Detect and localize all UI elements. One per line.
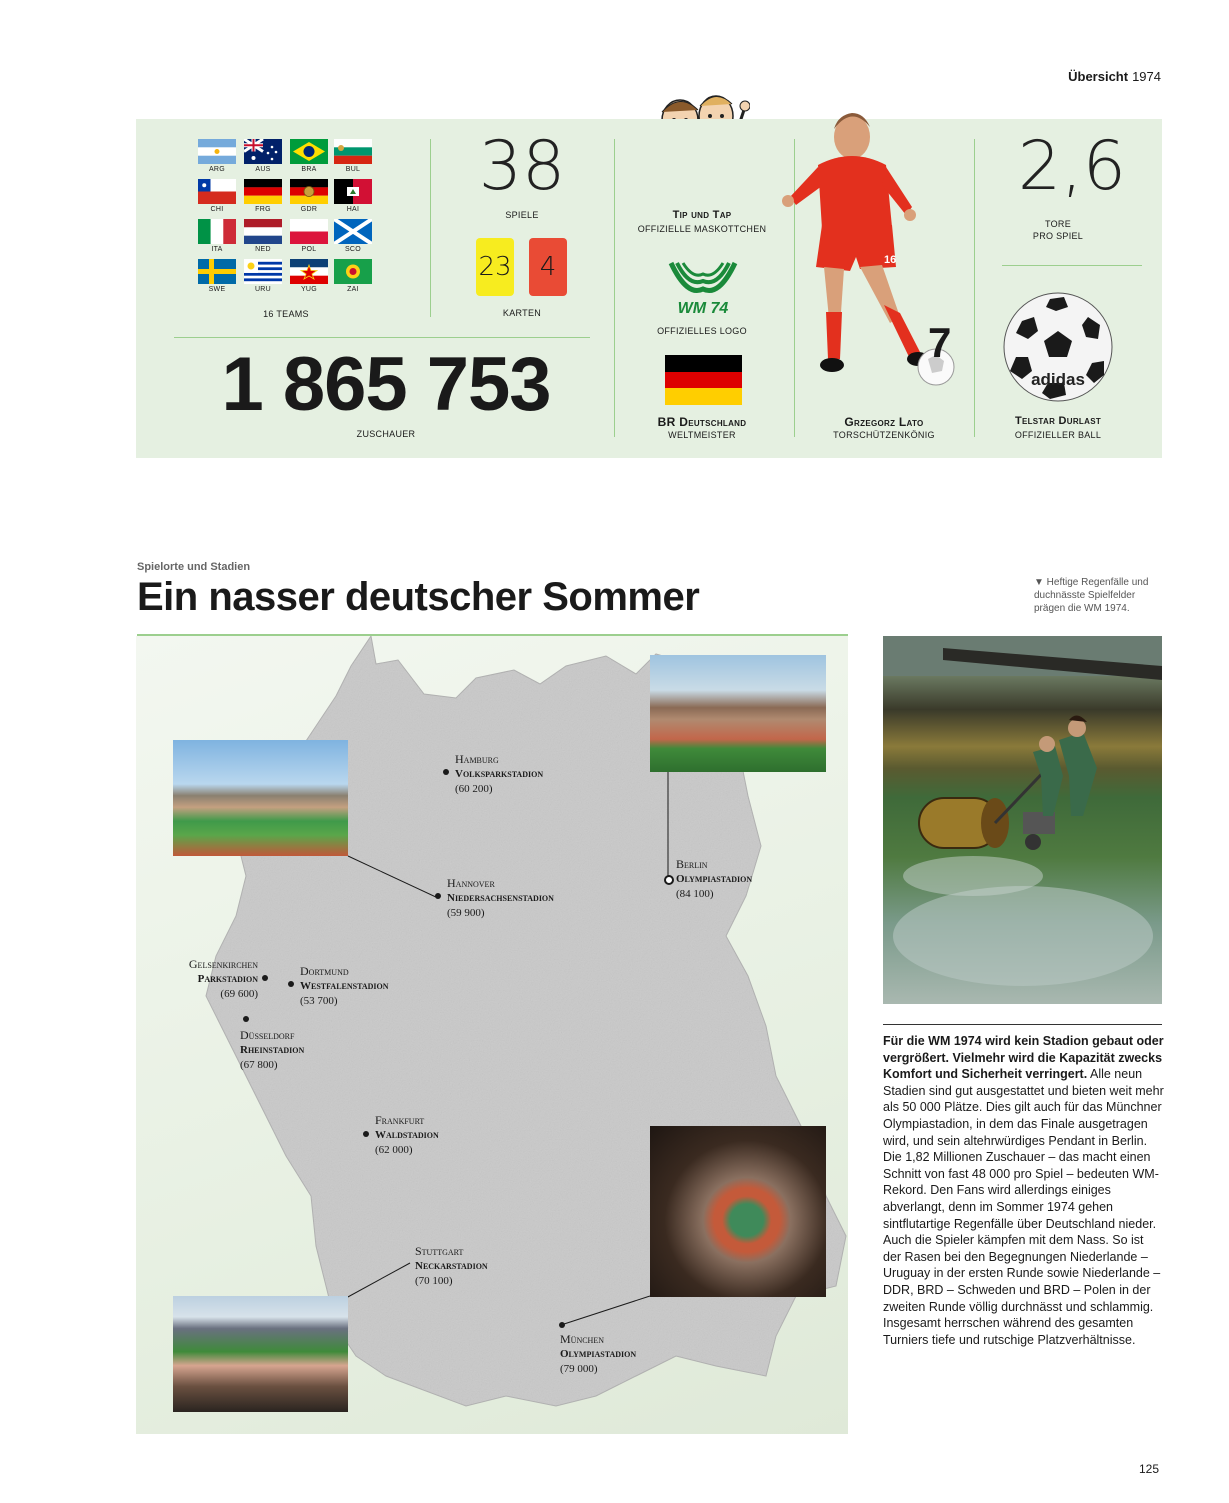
gelsenkirchen-marker [262, 975, 268, 981]
flag-uru-icon [244, 259, 282, 284]
stadium-name: Olympiastadion [676, 873, 753, 885]
stadium-capacity: (70 100) [415, 1275, 453, 1287]
berlin-stadium-photo [650, 655, 826, 772]
flag-code: CHI [210, 206, 224, 213]
flag-zai-icon [334, 259, 372, 284]
flag-code: GDR [300, 206, 318, 213]
frankfurt-marker [363, 1131, 369, 1137]
stadium-label-duesseldorf [240, 1028, 304, 1073]
flag-code: URU [254, 286, 272, 293]
goals-per-game-caption-2: PRO SPIEL [1032, 231, 1084, 241]
flag-code: BRA [301, 166, 317, 173]
city-name: Frankfurt [375, 1113, 425, 1127]
divider [174, 337, 590, 338]
stadium-map [136, 636, 848, 1434]
city-name: Berlin [676, 857, 708, 871]
stadium-label-gelsenkirchen [156, 957, 258, 1002]
header-label [1068, 69, 1161, 84]
flag-code: ARG [208, 166, 226, 173]
flag-hai-icon [334, 179, 372, 204]
telstar-ball-icon [1002, 291, 1114, 403]
stadium-capacity: (53 700) [300, 995, 338, 1007]
hamburg-marker [443, 769, 449, 775]
body-rule [883, 1024, 1162, 1025]
divider [614, 139, 615, 437]
stadium-capacity: (84 100) [676, 888, 714, 900]
flag-bul-icon [334, 139, 372, 164]
city-name: Gelsenkirchen [188, 957, 258, 971]
teams-caption: 16 TEAMS [263, 309, 309, 319]
flag-code: FRG [255, 206, 271, 213]
flag-pol-icon [290, 219, 328, 244]
flag-code: AUS [255, 166, 271, 173]
games-caption: SPIELE [505, 210, 539, 220]
stadium-label-hamburg [455, 752, 543, 797]
city-name: Stuttgart [415, 1244, 464, 1258]
city-name: Dortmund [300, 964, 349, 978]
stadium-capacity: (67 800) [240, 1059, 278, 1071]
flag-code: ITA [211, 246, 223, 253]
divider [974, 139, 975, 437]
flag-code: POL [301, 246, 317, 253]
body-lead: Für die WM 1974 wird kein Stadion gebaut oder vergrößert. Vielmehr wird die Kapazität zwecks Komfort und Sicherheit verringert. [883, 1034, 1164, 1082]
flag-code: SWE [208, 286, 226, 293]
flag-sco-icon [334, 219, 372, 244]
red-cards: 4 [529, 238, 567, 296]
stadium-name: Olympiastadion [560, 1348, 637, 1360]
flag-code: NED [255, 246, 271, 253]
flag-chi-icon [198, 179, 236, 204]
stadium-capacity: (59 900) [447, 907, 485, 919]
flag-ned-icon [244, 219, 282, 244]
goals-per-game-caption-1: TORE [1044, 219, 1072, 229]
city-name: Hamburg [455, 752, 499, 766]
header-year: 1974 [1132, 69, 1161, 84]
stadium-name: Neckarstadion [415, 1260, 488, 1272]
stadium-label-frankfurt [375, 1113, 439, 1158]
groundskeepers-illustration [883, 636, 1162, 1004]
mascot-name: Tip und Tap [672, 209, 732, 221]
ball-brand: adidas [1031, 370, 1085, 389]
wm74-logo [667, 259, 739, 319]
stadium-capacity: (60 200) [455, 783, 493, 795]
ball-name: Telstar Durlast [1014, 415, 1102, 427]
stadium-capacity: (79 000) [560, 1363, 598, 1375]
spectators-caption: ZUSCHAUER [356, 429, 416, 439]
flag-frg-icon [244, 179, 282, 204]
yellow-cards: 23 [476, 238, 514, 296]
topscorer-goals: 7 [928, 319, 952, 366]
player-shirt-number: 16 [884, 254, 897, 266]
flag-code: ZAI [347, 286, 359, 293]
page-number: 125 [1138, 1462, 1159, 1476]
munich-stadium-photo [650, 1126, 826, 1297]
body-text [883, 1033, 1165, 1348]
stadium-capacity: (69 600) [220, 988, 258, 1000]
city-name: Düsseldorf [240, 1028, 295, 1042]
duesseldorf-marker [243, 1016, 249, 1022]
stadium-name: Westfalenstadion [300, 980, 389, 992]
logo-text: WM 74 [677, 300, 729, 317]
stadium-name: Waldstadion [375, 1129, 439, 1141]
flag-bra-icon [290, 139, 328, 164]
flag-code: HAI [346, 206, 360, 213]
spectators-count: 1 865 753 [221, 342, 551, 427]
stadium-name: Niedersachsenstadion [447, 892, 554, 904]
photo-caption: ▼ Heftige Regenfälle und duchnässte Spielfelder prägen die WM 1974. [1034, 577, 1149, 614]
flag-code: SCO [344, 246, 362, 253]
ball-caption: OFFIZIELLER BALL [1014, 430, 1102, 440]
stadium-label-berlin [676, 857, 752, 902]
berlin-marker [664, 875, 674, 885]
stadium-label-dortmund [300, 964, 389, 1009]
stadium-name: Rheinstadion [240, 1044, 305, 1056]
games-count: 38 [478, 127, 566, 206]
flag-swe-icon [198, 259, 236, 284]
stadium-label-muenchen [560, 1332, 636, 1377]
stadium-label-hannover [447, 876, 554, 921]
cards-caption: KARTEN [502, 308, 542, 318]
rain-field-photo [883, 636, 1162, 1004]
flag-gdr-icon [290, 179, 328, 204]
divider [1002, 265, 1142, 266]
mascot-caption: OFFIZIELLE MASKOTTCHEN [637, 224, 767, 234]
divider [430, 139, 431, 317]
stadium-capacity: (62 000) [375, 1144, 413, 1156]
city-name: München [560, 1332, 605, 1346]
flag-code: BUL [345, 166, 361, 173]
hannover-marker [435, 893, 441, 899]
flag-aus-icon [244, 139, 282, 164]
topscorer-caption: TORSCHÜTZENKÖNIG [833, 430, 935, 440]
header-label-bold: Übersicht [1068, 69, 1129, 84]
hamburg-stadium-photo [173, 740, 348, 856]
flag-code: YUG [300, 286, 318, 293]
stadium-name: Parkstadion [197, 973, 258, 985]
body-paragraph: Alle neun Stadien sind gut ausgestattet und bieten weit mehr als 50 000 Plätze. Dies gilt auch für das Münchner Olympiastadion, in dem das Finale ausgetragen wird, und sein altehrwürdiges Pendant in Berlin. Die 1,82 Millionen Zuschauer – das macht einen Schnitt von fast 48 000 pro Spiel – bedeuten WM-Rekord. Den Fans wird allerdings einiges abverlangt, denn im Sommer 1974 gehen sintflutartige Regenfälle über Deutschland nieder. Auch die Spieler kämpfen mit dem Nass. So ist der Rasen bei den Begegnungen Niederlande – Uruguay in der ersten Runde sowie Niederlande – DDR, BRD – Schweden und BRD – Polen in der zweiten Runde völlig durchnässt und schlammig. Insgesamt herrschen während des gesamten Turniers tiefe und rutschige Platzverhältnisse. [883, 1067, 1164, 1347]
section-label: Spielorte und Stadien [137, 561, 251, 573]
flag-yug-icon [290, 259, 328, 284]
topscorer-name: Grzegorz Lato [844, 415, 924, 429]
stadium-label-stuttgart [415, 1244, 488, 1289]
champion-caption: WELTMEISTER [668, 430, 736, 440]
section-title: Ein nasser deutscher Sommer [137, 575, 700, 619]
champion-flag-icon [665, 355, 742, 405]
logo-caption: OFFIZIELLES LOGO [657, 326, 747, 336]
goals-per-game: 2,6 [1017, 127, 1127, 206]
flag-arg-icon [198, 139, 236, 164]
dortmund-marker [288, 981, 294, 987]
stadium-name: Volksparkstadion [455, 768, 544, 780]
city-name: Hannover [447, 876, 495, 890]
stuttgart-stadium-photo [173, 1296, 348, 1412]
overview-infobox [136, 119, 1162, 458]
champion-name: BR Deutschland [657, 415, 747, 429]
muenchen-marker [559, 1322, 565, 1328]
flag-ita-icon [198, 219, 236, 244]
